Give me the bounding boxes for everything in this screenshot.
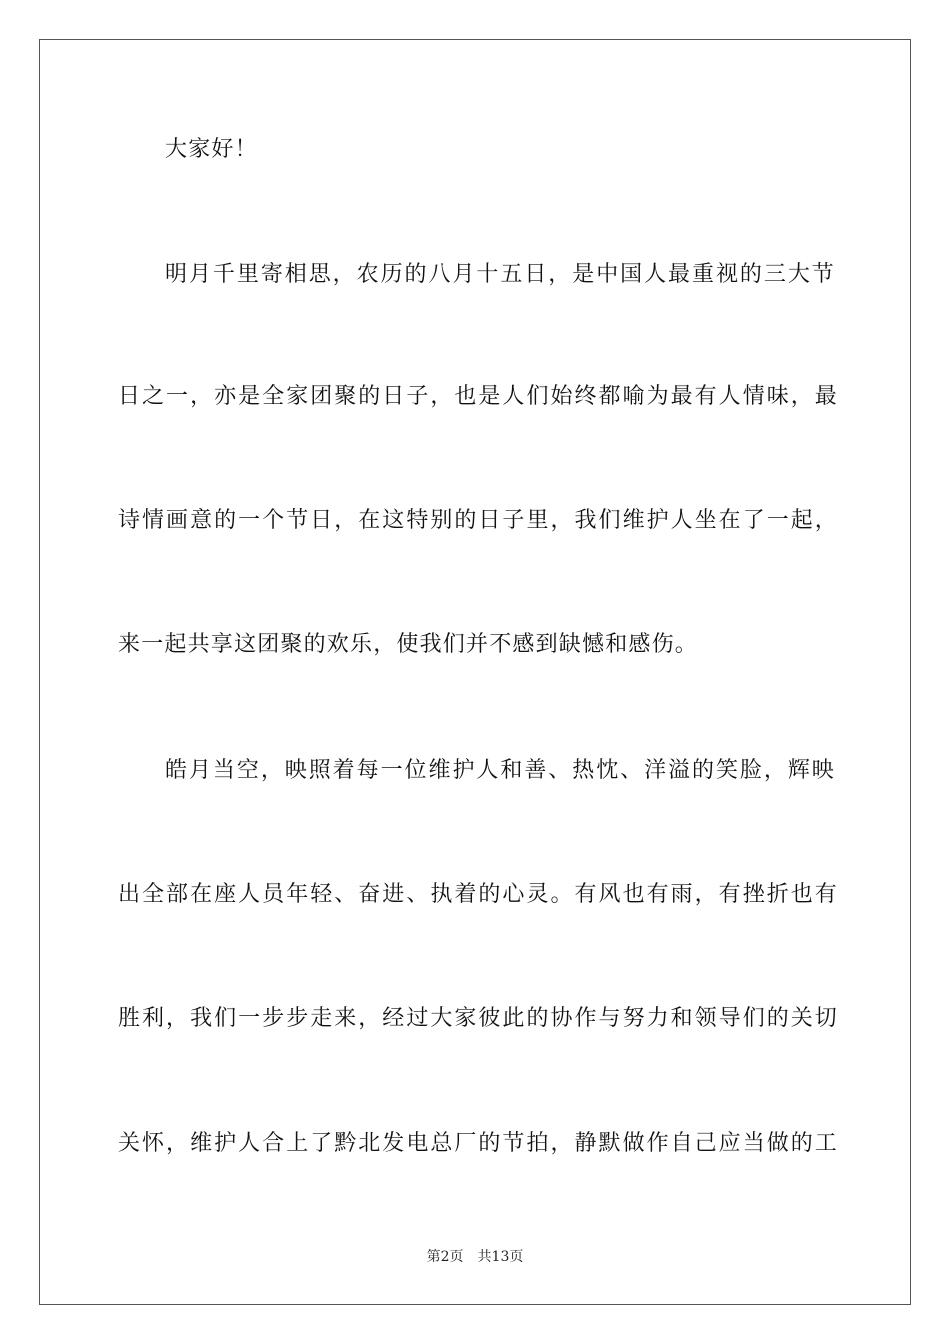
paragraph-2-line-3: 胜利，我们一步步走来，经过大家彼此的协作与努力和领导们的关切 — [118, 1006, 838, 1031]
paragraph-2-line-4: 关怀，维护人合上了黔北发电总厂的节拍，静默做作自己应当做的工 — [118, 1131, 838, 1156]
paragraph-2-line-2: 出全部在座人员年轻、奋进、执着的心灵。有风也有雨，有挫折也有 — [118, 882, 838, 907]
page-footer — [0, 1248, 950, 1266]
greeting-line: 大家好！ — [165, 137, 258, 162]
page-border — [39, 39, 911, 1305]
paragraph-1-line-3: 诗情画意的一个节日，在这特别的日子里，我们维护人坐在了一起， — [118, 508, 838, 533]
page-number: 第2页 — [426, 1249, 464, 1265]
paragraph-2-line-1: 皓月当空，映照着每一位维护人和善、热忱、洋溢的笑脸，辉映 — [165, 758, 835, 783]
paragraph-1-line-4: 来一起共享这团聚的欢乐，使我们并不感到缺憾和感伤。 — [118, 632, 699, 657]
page-total: 共13页 — [477, 1249, 524, 1265]
paragraph-1-line-1: 明月千里寄相思，农历的八月十五日，是中国人最重视的三大节 — [165, 262, 835, 287]
paragraph-1-line-2: 日之一，亦是全家团聚的日子，也是人们始终都喻为最有人情味，最 — [118, 384, 838, 409]
